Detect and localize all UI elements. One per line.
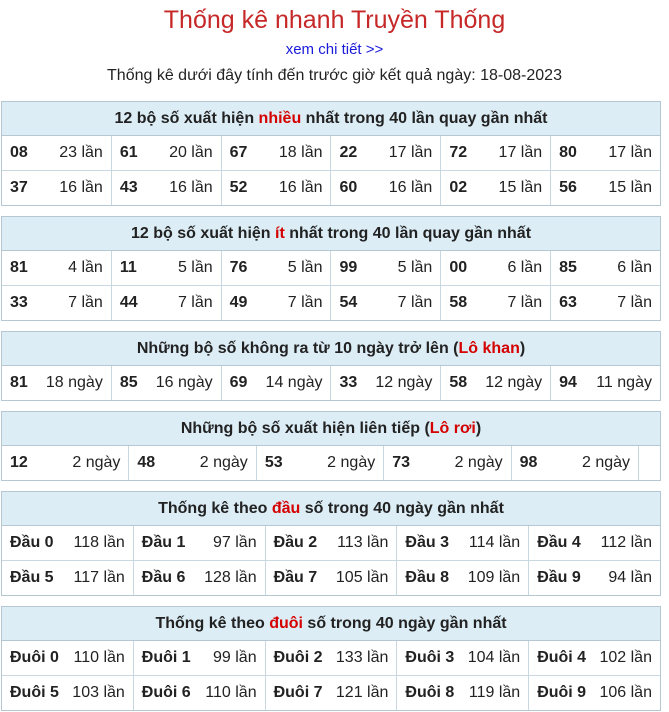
cell-value: 16 ngày — [155, 374, 213, 391]
panel-header — [2, 102, 660, 136]
cell-value: 117 lần — [73, 569, 125, 586]
cell-label: Đầu 5 — [10, 569, 54, 586]
stat-cell — [396, 561, 528, 595]
header-text: Những bộ số xuất hiện liên tiếp ( — [180, 420, 430, 437]
cell-label: Đuôi 5 — [10, 684, 59, 701]
header-highlight: đầu — [271, 500, 301, 517]
stat-cell — [396, 676, 528, 710]
header-highlight: ít — [275, 225, 285, 242]
cell-value: 2 ngày — [72, 454, 121, 471]
header-text: số trong 40 ngày gần nhất — [302, 615, 507, 632]
cell-label: 00 — [449, 259, 468, 276]
cell-value: 16 lần — [278, 179, 323, 196]
cell-label: Đuôi 6 — [141, 684, 191, 701]
cell-label: Đầu 6 — [141, 569, 186, 586]
cell-value: 105 lần — [335, 569, 389, 586]
cell-value: 15 lần — [608, 179, 652, 196]
stat-cell — [133, 641, 265, 675]
stat-cell — [550, 286, 660, 320]
cell-label: 61 — [119, 144, 138, 161]
stat-cell — [440, 286, 550, 320]
cell-value: 119 lần — [468, 684, 521, 701]
stat-cell — [330, 251, 440, 285]
stat-cell — [111, 366, 221, 400]
stat-cell — [133, 526, 265, 560]
cell-label: 81 — [10, 259, 28, 276]
empty-cell — [638, 446, 660, 480]
cell-label: 69 — [229, 374, 248, 391]
table-row — [2, 641, 660, 675]
stat-cell — [2, 561, 133, 595]
stat-cell — [133, 676, 265, 710]
cell-value: 2 ngày — [327, 454, 376, 471]
table-row — [2, 251, 660, 285]
cell-label: 22 — [339, 144, 358, 161]
cell-value: 2 ngày — [454, 454, 503, 471]
table-row — [2, 675, 660, 710]
header-text: ) — [519, 340, 526, 357]
panel-header — [2, 607, 660, 641]
stat-cell — [330, 286, 440, 320]
cell-label: 58 — [449, 374, 468, 391]
cell-label: Đầu 2 — [273, 534, 318, 551]
cell-value: 102 lần — [599, 649, 652, 666]
cell-label: Đuôi 7 — [273, 684, 323, 701]
stat-cell — [440, 136, 550, 170]
cell-value: 17 lần — [388, 144, 433, 161]
cell-label: 33 — [10, 294, 28, 311]
stat-cell — [528, 641, 660, 675]
cell-label: 98 — [519, 454, 538, 471]
cell-value: 12 ngày — [375, 374, 433, 391]
cell-value: 7 lần — [617, 294, 652, 311]
cell-value: 104 lần — [467, 649, 521, 666]
cell-value: 110 lần — [205, 684, 257, 701]
cell-label: 02 — [449, 179, 468, 196]
stat-cell — [221, 171, 331, 205]
cell-label: 81 — [10, 374, 28, 391]
stat-cell — [265, 676, 397, 710]
header-text: nhất trong 40 lần quay gần nhất — [301, 110, 548, 127]
cell-value: 23 lần — [59, 144, 103, 161]
stat-cell — [550, 136, 660, 170]
panel-header — [2, 332, 660, 366]
stat-cell — [256, 446, 383, 480]
cell-label: 44 — [119, 294, 138, 311]
stat-cell — [550, 366, 660, 400]
stat-cell — [221, 286, 331, 320]
stat-cell — [2, 526, 133, 560]
cell-label: 53 — [264, 454, 283, 471]
header-text: Những bộ số không ra từ 10 ngày trở lên ( — [136, 340, 459, 357]
cell-label: Đuôi 2 — [273, 649, 323, 666]
cell-label: 33 — [339, 374, 358, 391]
cell-value: 17 lần — [608, 144, 652, 161]
table-row — [2, 526, 660, 560]
header-text: ) — [475, 420, 482, 437]
header-highlight: đuôi — [269, 615, 303, 632]
cell-value: 11 ngày — [596, 374, 652, 391]
cell-label: Đầu 0 — [10, 534, 54, 551]
cell-value: 14 ngày — [265, 374, 323, 391]
cell-label: Đuôi 4 — [537, 649, 587, 666]
cell-label: Đuôi 8 — [405, 684, 455, 701]
panel-dau-stats — [1, 491, 661, 596]
header-highlight: Lô rơi — [429, 420, 476, 437]
stat-cell — [2, 136, 111, 170]
cell-value: 7 lần — [68, 294, 103, 311]
cell-value: 7 lần — [287, 294, 323, 311]
cell-label: Đầu 8 — [405, 569, 449, 586]
stat-cell — [550, 251, 660, 285]
cell-value: 113 lần — [337, 534, 389, 551]
cell-value: 2 ngày — [199, 454, 248, 471]
cell-label: 48 — [137, 454, 156, 471]
cell-label: 94 — [559, 374, 577, 391]
cell-value: 5 lần — [287, 259, 323, 276]
stat-cell — [396, 526, 528, 560]
header-text: nhất trong 40 lần quay gần nhất — [284, 225, 532, 242]
cell-value: 133 lần — [335, 649, 389, 666]
cell-value: 17 lần — [498, 144, 543, 161]
cell-value: 128 lần — [204, 569, 257, 586]
cell-value: 18 lần — [278, 144, 323, 161]
table-row — [2, 285, 660, 320]
cell-label: 73 — [392, 454, 411, 471]
cell-value: 5 lần — [397, 259, 433, 276]
header-text: Thống kê theo — [158, 500, 272, 517]
panel-most-frequent — [1, 101, 661, 206]
table-row — [2, 170, 660, 205]
cell-value: 109 lần — [467, 569, 521, 586]
stat-cell — [2, 171, 111, 205]
cell-label: Đuôi 0 — [10, 649, 59, 666]
cell-label: 72 — [449, 144, 468, 161]
stat-cell — [221, 251, 331, 285]
cell-label: Đầu 4 — [537, 534, 581, 551]
panel-lo-khan — [1, 331, 661, 401]
stat-cell — [111, 171, 221, 205]
stat-cell — [440, 251, 550, 285]
cell-value: 94 lần — [608, 569, 652, 586]
panel-header — [2, 412, 660, 446]
header-highlight: Lô khan — [458, 340, 520, 357]
cell-label: 12 — [10, 454, 28, 471]
stat-cell — [440, 171, 550, 205]
stat-cell — [111, 251, 221, 285]
cell-label: Đầu 3 — [405, 534, 449, 551]
table-row — [2, 560, 660, 595]
panel-duoi-stats — [1, 606, 661, 711]
cell-label: 56 — [559, 179, 577, 196]
header-text: 12 bộ số xuất hiện — [114, 110, 259, 127]
stat-cell — [111, 286, 221, 320]
cell-label: 37 — [10, 179, 28, 196]
stat-cell — [330, 366, 440, 400]
cell-label: 76 — [229, 259, 248, 276]
stat-cell — [330, 136, 440, 170]
stat-cell — [383, 446, 510, 480]
page-title: Thống kê nhanh Truyền Thống — [163, 6, 506, 34]
stat-cell — [550, 171, 660, 205]
cell-label: 11 — [119, 259, 137, 276]
cell-label: 80 — [559, 144, 577, 161]
stat-cell — [2, 446, 128, 480]
cell-value: 110 lần — [73, 649, 125, 666]
stat-cell — [128, 446, 255, 480]
cell-label: Đuôi 1 — [141, 649, 191, 666]
cell-value: 114 lần — [468, 534, 521, 551]
header-text: 12 bộ số xuất hiện — [130, 225, 275, 242]
cell-value: 4 lần — [68, 259, 103, 276]
table-row — [2, 136, 660, 170]
header-highlight: nhiều — [258, 110, 302, 127]
stat-cell — [440, 366, 550, 400]
stat-cell — [2, 676, 133, 710]
cell-label: 43 — [119, 179, 138, 196]
cell-value: 7 lần — [177, 294, 213, 311]
cell-label: 08 — [10, 144, 28, 161]
cell-label: 67 — [229, 144, 248, 161]
stat-cell — [396, 641, 528, 675]
stat-cell — [265, 641, 397, 675]
stat-cell — [265, 526, 397, 560]
cell-value: 16 lần — [169, 179, 213, 196]
cell-value: 6 lần — [507, 259, 543, 276]
stat-cell — [2, 251, 111, 285]
cell-label: 52 — [229, 179, 248, 196]
header-text: số trong 40 ngày gần nhất — [300, 500, 504, 517]
cell-label: Đuôi 9 — [537, 684, 587, 701]
cell-value: 112 lần — [600, 534, 652, 551]
stat-cell — [2, 286, 111, 320]
cell-value: 16 lần — [59, 179, 103, 196]
stat-cell — [265, 561, 397, 595]
stat-cell — [528, 526, 660, 560]
panel-lo-roi — [1, 411, 661, 481]
cell-label: 54 — [339, 294, 358, 311]
cell-value: 99 lần — [213, 649, 257, 666]
cell-label: 85 — [119, 374, 138, 391]
page-subtitle: Thống kê dưới đây tính đến trước giờ kết quả ngày: 18-08-2023 — [107, 67, 562, 84]
panel-header — [2, 492, 660, 526]
cell-value: 97 lần — [213, 534, 257, 551]
cell-label: Đầu 9 — [537, 569, 581, 586]
panel-header — [2, 217, 660, 251]
stat-cell — [111, 136, 221, 170]
cell-label: Đầu 7 — [273, 569, 318, 586]
stat-cell — [528, 676, 660, 710]
panel-least-frequent — [1, 216, 661, 321]
stat-cell — [330, 171, 440, 205]
cell-value: 5 lần — [177, 259, 213, 276]
stat-cell — [2, 366, 111, 400]
cell-value: 15 lần — [498, 179, 543, 196]
cell-value: 7 lần — [507, 294, 543, 311]
cell-label: 85 — [559, 259, 577, 276]
stat-cell — [528, 561, 660, 595]
cell-value: 106 lần — [599, 684, 652, 701]
cell-value: 6 lần — [617, 259, 652, 276]
cell-value: 103 lần — [72, 684, 125, 701]
cell-label: Đầu 1 — [141, 534, 186, 551]
stat-cell — [133, 561, 265, 595]
stat-cell — [221, 366, 331, 400]
cell-value: 18 ngày — [45, 374, 103, 391]
cell-label: 60 — [339, 179, 358, 196]
header-text: Thống kê theo — [155, 615, 270, 632]
cell-value: 118 lần — [73, 534, 125, 551]
cell-value: 7 lần — [397, 294, 433, 311]
cell-label: 99 — [339, 259, 358, 276]
cell-label: 58 — [449, 294, 468, 311]
cell-label: 63 — [559, 294, 577, 311]
view-details-link[interactable]: xem chi tiết >> — [285, 41, 384, 58]
cell-value: 2 ngày — [581, 454, 631, 471]
cell-value: 20 lần — [169, 144, 213, 161]
cell-label: Đuôi 3 — [405, 649, 455, 666]
cell-value: 121 lần — [335, 684, 389, 701]
stat-cell — [221, 136, 331, 170]
cell-value: 12 ngày — [485, 374, 543, 391]
stat-cell — [511, 446, 638, 480]
cell-value: 16 lần — [388, 179, 433, 196]
table-row — [2, 446, 660, 480]
stat-cell — [2, 641, 133, 675]
cell-label: 49 — [229, 294, 248, 311]
table-row — [2, 366, 660, 400]
